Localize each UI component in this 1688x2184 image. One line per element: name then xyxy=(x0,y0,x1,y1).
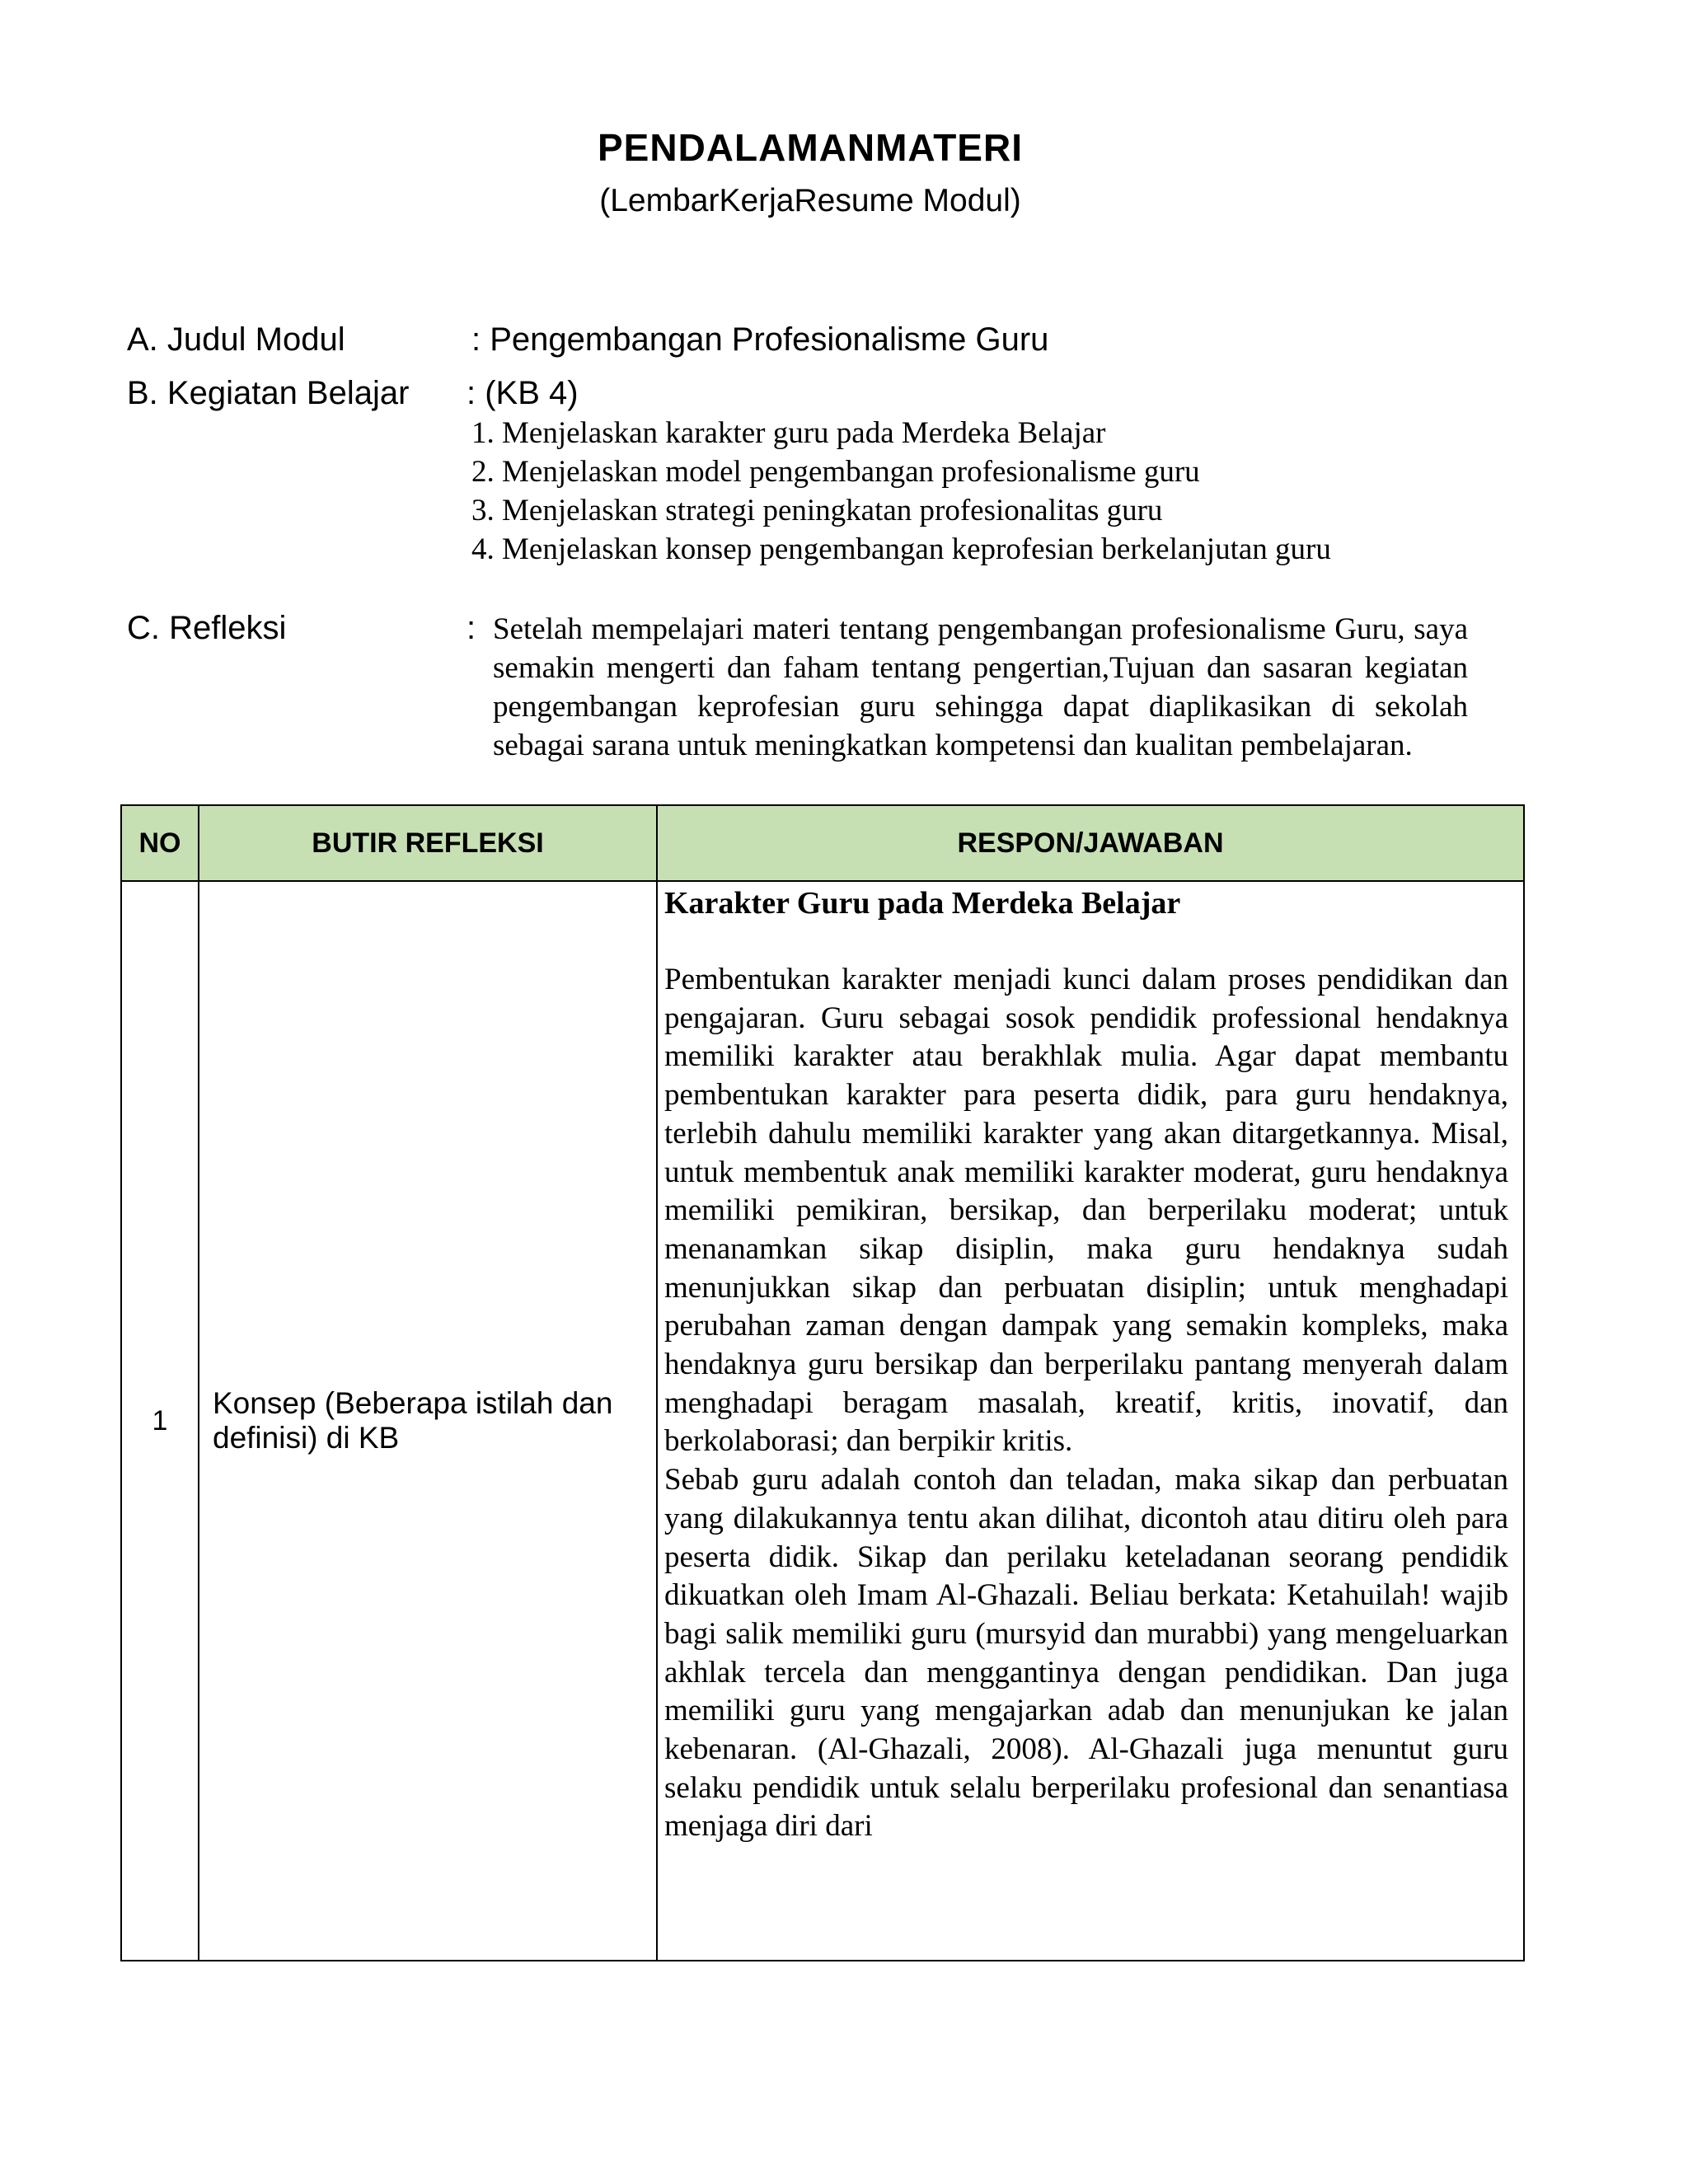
respon-paragraph: Sebab guru adalah contoh dan teladan, maka sikap dan perbuatan yang dilakukannya tentu akan dilihat, dicontoh atau ditiru oleh para peserta didik. Sikap dan perilaku keteladanan seorang pendidik dikuatkan oleh Imam Al-Ghazali. Beliau berkata: Ketahuilah! wajib bagi salik memiliki guru (mursyid dan murabbi) yang mengeluarkan akhlak tercela dan menggantinya dengan pendidikan. Dan juga memiliki guru yang mengajarkan adab dan menunjukan ke jalan kebenaran. (Al-Ghazali, 2008). Al-Ghazali juga menuntut guru selaku pendidik untuk selalu berperilaku profesional dan senantiasa menjaga diri dari xyxy=(664,1463,1508,1844)
refleksi-colon: : xyxy=(467,610,476,646)
refleksi-text: Setelah mempelajari materi tentang pengembangan profesionalisme Guru, saya semakin mengerti dan faham tentang pengertian,Tujuan dan sasaran kegiatan pengembangan keprofesian guru sehingga dapat diaplikasikan di sekolah sebagai sarana untuk meningkatkan kompetensi dan kualitan pembelajaran. xyxy=(493,612,1468,762)
kb-objective-item: 4. Menjelaskan konsep pengembangan keprofesian berkelanjutan guru xyxy=(471,532,1331,566)
respon-content xyxy=(664,882,1508,1960)
kb-objective-item: 1. Menjelaskan karakter guru pada Merdeka Belajar xyxy=(471,416,1106,450)
refleksi-label: C. Refleksi xyxy=(127,610,287,646)
judul-modul-label: A. Judul Modul xyxy=(127,321,345,358)
table-row xyxy=(121,881,1524,1961)
header-butir-refleksi: BUTIR REFLEKSI xyxy=(199,805,657,881)
kb-objective-item: 2. Menjelaskan model pengembangan profesionalisme guru xyxy=(471,455,1200,489)
butir-refleksi-cell: Konsep (Beberapa istilah dan definisi) di KB xyxy=(199,881,657,1961)
judul-modul-value: : Pengembangan Profesionalisme Guru xyxy=(471,321,1049,358)
page-title: PENDALAMANMATERI xyxy=(597,126,1023,169)
respon-title: Karakter Guru pada Merdeka Belajar xyxy=(664,886,1181,921)
row-number: 1 xyxy=(121,881,199,1961)
refleksi-table xyxy=(120,804,1525,1961)
header-respon-jawaban: RESPON/JAWABAN xyxy=(657,805,1524,881)
table-header-row xyxy=(121,805,1524,881)
page-subtitle: (LembarKerjaResume Modul) xyxy=(599,183,1021,218)
kb-objective-item: 3. Menjelaskan strategi peningkatan profesionalitas guru xyxy=(471,494,1163,527)
kegiatan-belajar-label: B. Kegiatan Belajar xyxy=(127,375,410,411)
respon-paragraph: Pembentukan karakter menjadi kunci dalam proses pendidikan dan pengajaran. Guru sebagai sosok pendidik professional hendaknya memiliki karakter atau berakhlak mulia. Agar dapat membantu pembentukan karakter para peserta didik, para guru hendaknya, terlebih dahulu memiliki karakter yang akan ditargetkannya. Misal, untuk membentuk anak memiliki karakter moderat, guru hendaknya memiliki pemikiran, bersikap, dan berperilaku moderat; untuk menanamkan sikap disiplin, maka guru hendaknya sudah menunjukkan sikap dan perbuatan disiplin; untuk menghadapi perubahan zaman dengan dampak yang semakin kompleks, maka hendaknya guru bersikap dan berperilaku pantang menyerah dalam menghadapi beragam masalah, kreatif, kritis, inovatif, dan berkolaborasi; dan berpikir kritis. xyxy=(664,963,1508,1459)
kegiatan-belajar-value: : (KB 4) xyxy=(467,375,579,411)
respon-cell xyxy=(657,881,1524,1961)
kb-objectives-list xyxy=(471,414,1331,569)
header-no: NO xyxy=(121,805,199,881)
